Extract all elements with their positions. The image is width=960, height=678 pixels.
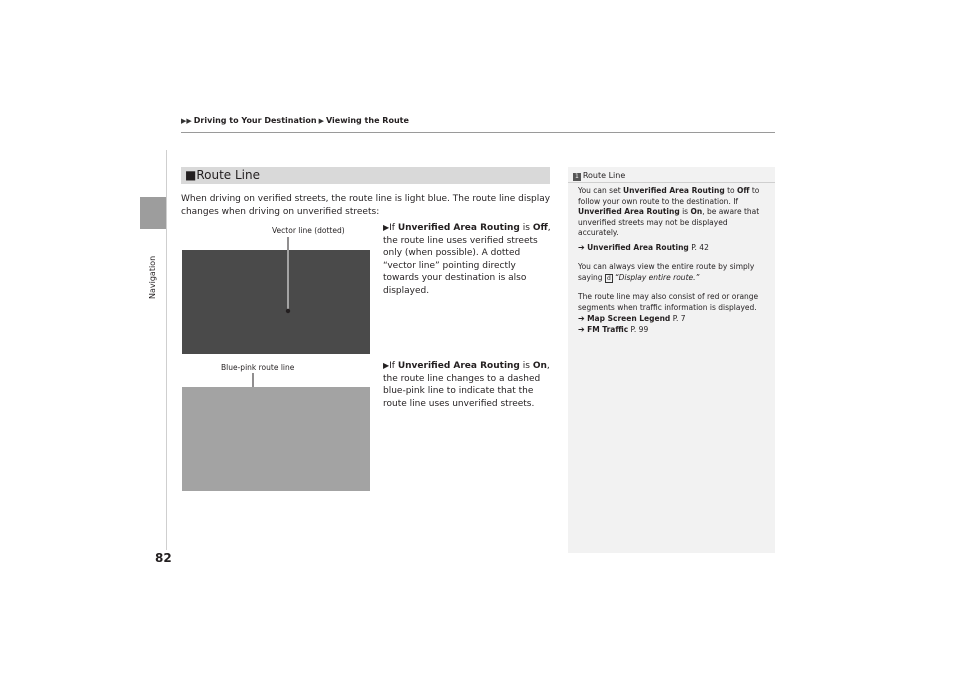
reference-arrow-icon: ➔ <box>578 243 585 252</box>
note-reference[interactable]: ➔ Unverified Area Routing P. 42 <box>578 243 709 252</box>
triangle-right-icon: ▶ <box>383 361 390 370</box>
triangle-right-icon: ▶ <box>383 223 390 232</box>
bullet-item: ▶If Unverified Area Routing is On, the route line changes to a dashed blue-pink line to indicate that the route line uses unverified streets. <box>383 361 550 409</box>
note-paragraph: You can set Unverified Area Routing to Off to follow your own route to the destination. If Unverified Area Routing is On, be aware that unverified streets may not be displayed accurately. <box>578 186 760 237</box>
sidebar-label: Navigation <box>148 255 157 299</box>
note-reference[interactable]: ➔ FM Traffic P. 99 <box>578 325 649 334</box>
reference-arrow-icon: ➔ <box>578 325 585 334</box>
square-icon: ■ <box>185 168 197 182</box>
screenshot-caption: Vector line (dotted) <box>272 226 345 235</box>
screenshot-caption: Blue-pink route line <box>221 363 295 372</box>
breadcrumb-item: Viewing the Route <box>326 116 409 125</box>
note-reference[interactable]: ➔ Map Screen Legend P. 7 <box>578 314 686 323</box>
chevron-right-icon: ▶▶ <box>181 117 192 125</box>
map-screenshot-route-line <box>182 387 370 491</box>
page-number: 82 <box>155 551 172 565</box>
breadcrumb-item: Driving to Your Destination <box>193 116 317 125</box>
section-title: ■Route Line <box>185 168 260 182</box>
chevron-right-icon: ▶ <box>318 117 324 125</box>
intro-text: When driving on verified streets, the route line is light blue. The route line display changes when driving on unverified streets: <box>181 194 551 217</box>
reference-arrow-icon: ➔ <box>578 314 585 323</box>
talk-icon: d <box>606 274 611 282</box>
note-paragraph: You can always view the entire route by simply saying d “Display entire route.” <box>578 262 755 282</box>
note-paragraph: The route line may also consist of red or orange segments when traffic information is displayed. <box>578 292 759 312</box>
note-rule <box>568 182 775 183</box>
note-heading: 1 Route Line <box>575 171 626 180</box>
bullet-item: ▶If Unverified Area Routing is Off, the route line uses verified streets only (when possible). A dotted “vector line” pointing directly towards your destination is also displayed. <box>383 223 551 296</box>
note-number-icon: 1 <box>575 173 579 180</box>
